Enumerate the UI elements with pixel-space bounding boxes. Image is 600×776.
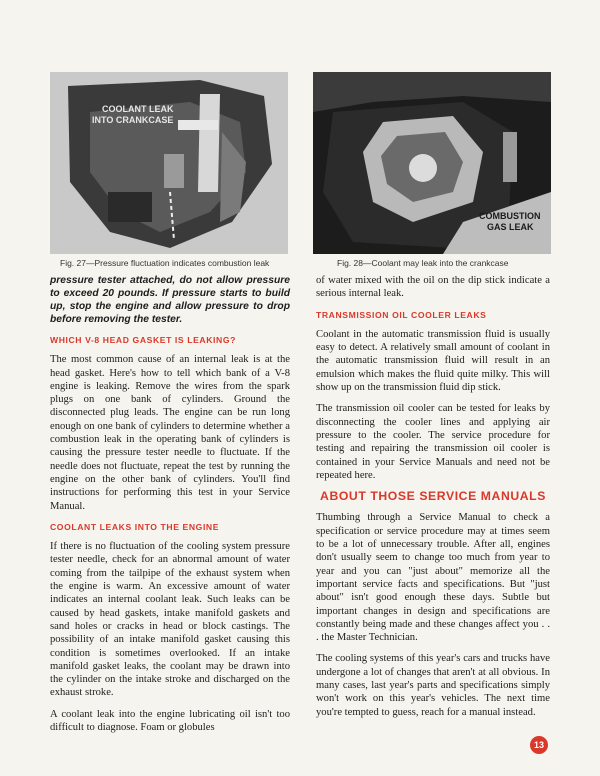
right-column — [316, 274, 550, 727]
page-number-badge: 13 — [530, 736, 548, 754]
figure-28-caption: Fig. 28—Coolant may leak into the crankcase — [337, 258, 509, 268]
figure-28-label-line2: GAS LEAK — [487, 222, 534, 232]
figure-27-caption: Fig. 27—Pressure fluctuation indicates combustion leak — [60, 258, 270, 268]
paragraph-coolant-leaks-engine: If there is no fluctuation of the cooling system pressure tester needle, check for an abnormal amount of water coming from the tailpipe of the exhaust system when the engine is warm. An excessive amount of water indicates an internal coolant leak. Such leaks can be caused by head gaskets, intake manifold gaskets and sand holes or cracks in head or block castings. The possibility of an intake manifold gasket causing this condition is sometimes overlooked. If an intake manifold gasket leaks, the coolant may be drawn into the cylinder on the intake stroke and discharged on the exhaust stroke. — [50, 541, 290, 699]
figure-28-label-line1: COMBUSTION — [479, 211, 541, 221]
left-column — [50, 274, 290, 742]
figure-27-label-line1: COOLANT LEAK — [102, 104, 174, 114]
paragraph-dip-stick: of water mixed with the oil on the dip stick indicate a serious internal leak. — [316, 275, 550, 300]
figure-27-image — [50, 72, 288, 254]
engine-illustration-left — [50, 72, 288, 254]
engine-illustration-right — [313, 72, 551, 254]
paragraph-lubricating-oil: A coolant leak into the engine lubricating oil isn't too difficult to diagnose. Foam or globules — [50, 708, 290, 734]
figure-28-image — [313, 72, 551, 254]
paragraph-transmission-fluid: Coolant in the automatic transmission fluid is usually easy to detect. A relatively small amount of coolant in the automatic transmission fluid will result in an emulsion which makes the fluid quite milky. This will show up on the transmission fluid dip stick. — [316, 328, 550, 394]
paragraph-cooler-testing: The transmission oil cooler can be tested for leaks by disconnecting the cooler lines and applying air pressure to the cooler. The service procedure for testing and repairing the transmission oil cooler is contained in your Service Manuals and need not be repeated here. — [316, 403, 550, 481]
heading-service-manuals: ABOUT THOSE SERVICE MANUALS — [320, 489, 546, 504]
figure-27-label-line2: INTO CRANKCASE — [92, 115, 174, 125]
intro-warning-text: pressure tester attached, do not allow pressure to exceed 20 pounds. If pressure starts to build up, stop the engine and allow pressure to drop before removing the tester. — [50, 275, 290, 325]
paragraph-cooling-systems: The cooling systems of this year's cars and trucks have undergone a lot of changes that aren't at all obvious. In many cases, last year's parts and specifications simply won't work on this year's vehicles. The next time you're tempted to guess, reach for a manual instead. — [316, 653, 550, 718]
paragraph-service-manuals: Thumbing through a Service Manual to check a specification or service procedure may at times seem to be a lot of unnecessary trouble. After all, engines don't usually seem to change too much from year to year and you can "just about" memorize all the important service facts and specifications. But "just about" isn't good enough these days. Subtle but important changes in design and specifications are constantly being made and these changes affect you . . . the Master Technician. — [316, 512, 550, 644]
heading-transmission-oil-cooler: TRANSMISSION OIL COOLER LEAKS — [316, 309, 487, 320]
heading-v8-head-gasket: WHICH V-8 HEAD GASKET IS LEAKING? — [50, 335, 236, 345]
heading-coolant-leaks-engine: COOLANT LEAKS INTO THE ENGINE — [50, 521, 220, 532]
paragraph-v8-head-gasket: The most common cause of an internal leak is at the head gasket. Here's how to tell which bank of a V-8 engine is leaking. Remove the wires from the spark plugs on one bank of cylinders. Ground the disconnected plug leads. The engine can be run long enough on one bank of cylinders to determine whether a combustion leak in the operating bank of cylinders is causing the pressure tester needle to fluctuate. If the needle does not fluctuate, repeat the test by running the engine on the other bank of cylinders. You'll find instructions for performing this test in your Service Manual. — [50, 354, 290, 512]
